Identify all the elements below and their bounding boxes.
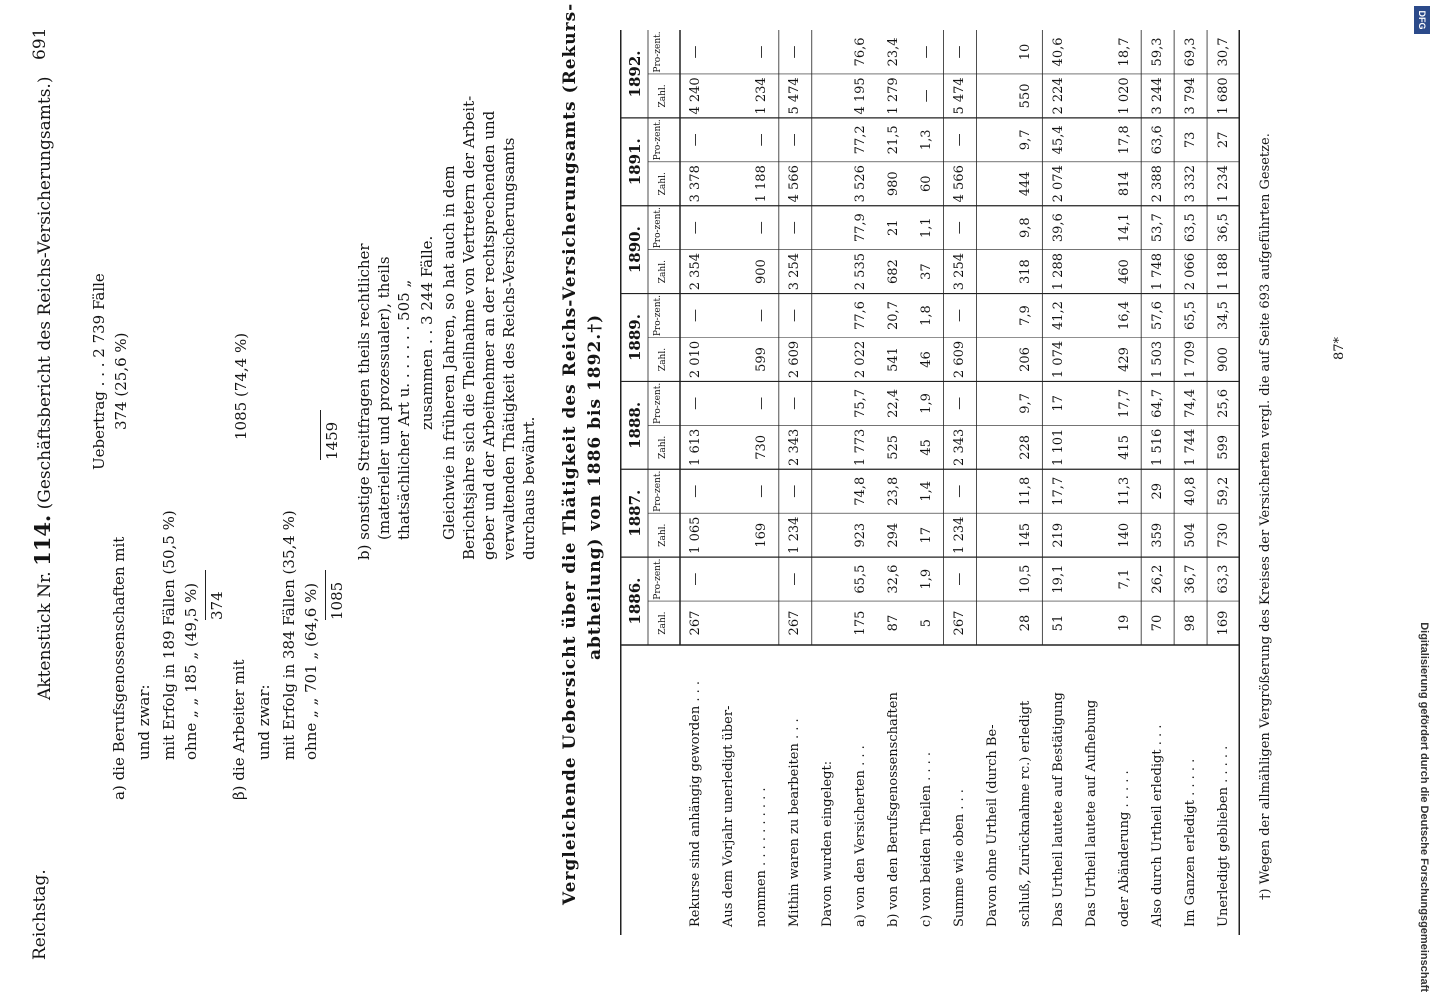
table-row-label: Unerledigt geblieben . . . . .: [1215, 745, 1231, 927]
table-cell: 3 378: [688, 165, 704, 203]
table-cell: —: [688, 309, 704, 323]
table-cell: 5: [919, 618, 935, 628]
table-cell: —: [688, 396, 704, 410]
table-cell: 2 224: [1050, 77, 1066, 115]
table-cell: 98: [1182, 614, 1198, 632]
table-cell: —: [754, 45, 770, 59]
table-cell: 2 066: [1182, 253, 1198, 291]
table-cell: 17,7: [1050, 476, 1066, 506]
table-cell: 4 195: [853, 77, 869, 115]
table-cell: 20,7: [886, 301, 902, 331]
table-cell: 1 188: [1215, 253, 1231, 291]
subheader-zahl: Zahl.: [658, 260, 668, 284]
table-cell: 21,5: [886, 125, 902, 155]
table-cell: 2 388: [1149, 165, 1165, 203]
subheader-prozent: Pro-zent.: [653, 31, 663, 73]
subheader-zahl: Zahl.: [658, 435, 668, 459]
table-cell: 19: [1116, 614, 1132, 632]
subheader-prozent: Pro-zent.: [653, 294, 663, 337]
table-cell: 34,5: [1215, 301, 1231, 331]
year-header: 1888.: [626, 401, 644, 449]
table-row-label: c) von beiden Theilen . . . .: [919, 751, 935, 927]
table-cell: 17: [1050, 395, 1066, 412]
table-cell: —: [688, 221, 704, 235]
comparison-table: [620, 30, 1240, 935]
table-row-label: nommen . . . . . . . . . .: [754, 787, 770, 927]
table-cell: 2 609: [787, 340, 803, 379]
table-cell: 1 234: [1215, 165, 1231, 203]
table-cell: —: [952, 309, 967, 323]
text-other-1: b) sonstige Streitfragen theils rechtlicher: [355, 243, 373, 560]
table-cell: 87: [886, 614, 902, 632]
table-cell: 1,9: [919, 568, 935, 590]
table-cell: 26,2: [1149, 564, 1165, 594]
table-cell: 1 188: [754, 165, 770, 203]
header-center: [30, 77, 55, 700]
table-cell: 1 773: [853, 428, 869, 466]
table-cell: 267: [787, 610, 803, 636]
table-row-label: Also durch Urtheil erledigt . . .: [1149, 724, 1165, 927]
table-cell: 23,4: [886, 37, 902, 67]
table-cell: 900: [1215, 347, 1231, 372]
table-cell: 3 254: [787, 253, 803, 291]
table-cell: 1 613: [688, 428, 704, 466]
table-cell: 10: [1017, 43, 1033, 61]
table-cell: —: [952, 45, 967, 59]
table-cell: 219: [1050, 522, 1066, 548]
table-cell: 1 279: [886, 77, 902, 115]
table-cell: 64,7: [1149, 388, 1165, 418]
table-cell: 57,6: [1149, 301, 1165, 331]
year-header: 1890.: [626, 226, 644, 274]
table-cell: —: [754, 396, 770, 410]
text-sum: 1459: [320, 410, 341, 460]
text-para-1: Gleichwie in früheren Jahren, so hat auch in dem: [440, 165, 458, 540]
table-cell: 9,7: [1017, 393, 1033, 414]
page-marker: 87*: [1332, 336, 1347, 360]
text-b-sub: und zwar:: [255, 684, 273, 760]
table-cell: 504: [1182, 522, 1198, 548]
table-cell: —: [688, 484, 704, 498]
table-row-label: Rekurse sind anhängig geworden . . .: [688, 680, 704, 927]
table-cell: 599: [1215, 434, 1231, 460]
table-cell: 46: [919, 351, 935, 368]
subheader-prozent: Pro-zent.: [653, 558, 663, 600]
table-row-label: Davon ohne Urtheil (durch Be-: [984, 724, 1000, 927]
table-cell: 2 074: [1050, 165, 1066, 203]
table-cell: 73: [1182, 131, 1198, 149]
table-cell: 17: [919, 526, 935, 544]
table-cell: 1 020: [1116, 77, 1132, 115]
year-header: 1887.: [626, 489, 644, 537]
table-cell: —: [787, 396, 803, 410]
table-cell: 444: [1017, 171, 1033, 197]
table-cell: 730: [754, 434, 770, 460]
table-cell: —: [754, 484, 770, 498]
table-title-line2: abtheilung) von 1886 bis 1892.†): [585, 313, 605, 660]
table-row-label: schluß, Zurücknahme rc.) erledigt: [1017, 700, 1033, 927]
table-cell: 11,3: [1116, 476, 1132, 506]
table-cell: 65,5: [853, 564, 869, 594]
table-cell: 41,2: [1050, 301, 1066, 331]
table-cell: 9,7: [1017, 129, 1033, 151]
header-number: 114.: [30, 514, 55, 566]
text-b-value: 1085 (74,4 %): [232, 332, 250, 440]
table-cell: 415: [1116, 434, 1132, 460]
table-cell: 3 332: [1182, 165, 1198, 203]
table-cell: 145: [1017, 522, 1033, 548]
table-cell: 1,3: [919, 129, 935, 151]
table-cell: 45,4: [1050, 125, 1066, 155]
table-cell: 5 474: [952, 77, 967, 115]
table-cell: 21: [886, 219, 902, 236]
table-cell: —: [952, 133, 967, 147]
table-cell: —: [919, 89, 935, 103]
table-cell: 2 354: [688, 253, 704, 291]
table-cell: —: [787, 133, 803, 147]
table-cell: 682: [886, 259, 902, 285]
table-row-label: Summe wie oben . . .: [952, 789, 967, 927]
text-uebertrag: Uebertrag . . . 2 739 Fälle: [90, 273, 108, 470]
table-cell: 65,5: [1182, 301, 1198, 331]
subheader-zahl: Zahl.: [658, 347, 668, 372]
table-cell: 19,1: [1050, 564, 1066, 594]
table-cell: 429: [1116, 347, 1132, 372]
text-para-5: durchaus bewährt.: [520, 416, 538, 560]
table-cell: 2 535: [853, 253, 869, 291]
table-cell: 3 794: [1182, 77, 1198, 115]
table-cell: 900: [754, 259, 770, 285]
dfg-credit-strip: [1415, 0, 1432, 1000]
table-cell: 3 526: [853, 165, 869, 203]
header-center-suffix: (Geschäftsbericht des Reichs-Versicherungsamts.): [35, 76, 55, 510]
text-zusammen: zusammen . . 3 244 Fälle.: [418, 235, 436, 430]
table-cell: 74,4: [1182, 388, 1198, 418]
text-b-row1: mit Erfolg in 384 Fällen (35,4 %): [280, 510, 298, 760]
text-b-total: 1085: [325, 570, 346, 620]
table-cell: 63,5: [1182, 213, 1198, 243]
table-cell: —: [754, 221, 770, 235]
table-cell: 206: [1017, 347, 1033, 372]
table-cell: 228: [1017, 434, 1033, 460]
table-cell: 460: [1116, 259, 1132, 285]
table-cell: 4 566: [952, 165, 967, 203]
table-cell: 7,9: [1017, 305, 1033, 326]
subheader-prozent: Pro-zent.: [653, 470, 663, 512]
table-cell: 1,8: [919, 305, 935, 326]
table-cell: 730: [1215, 522, 1231, 548]
text-a-row1: mit Erfolg in 189 Fällen (50,5 %): [160, 510, 178, 760]
table-cell: 2 343: [952, 428, 967, 466]
table-cell: 40,8: [1182, 476, 1198, 506]
table-cell: 359: [1149, 522, 1165, 548]
table-cell: 1,1: [919, 217, 935, 239]
table-cell: 1,9: [919, 393, 935, 414]
table-cell: 169: [1215, 610, 1231, 636]
table-cell: 59,3: [1149, 37, 1165, 67]
table-cell: 30,7: [1215, 37, 1231, 67]
table-cell: —: [787, 221, 803, 235]
subheader-prozent: Pro-zent.: [653, 207, 663, 249]
year-header: 1892.: [626, 50, 644, 98]
table-cell: 318: [1017, 259, 1033, 285]
table-cell: 814: [1116, 171, 1132, 197]
table-cell: 2 609: [952, 340, 967, 379]
table-cell: 10,5: [1017, 564, 1033, 594]
table-cell: 294: [886, 522, 902, 548]
table-cell: 28: [1017, 614, 1033, 632]
dfg-credit-text: Digitalisierung gefördert durch die Deutsche Forschungsgemeinschaft: [1418, 622, 1430, 992]
table-cell: —: [952, 221, 967, 235]
table-row-label: oder Abänderung . . . . .: [1116, 770, 1132, 927]
table-row-label: a) von den Versicherten . . .: [853, 745, 869, 927]
table-cell: 32,6: [886, 564, 902, 594]
table-cell: 63,6: [1149, 125, 1165, 155]
table-cell: 980: [886, 171, 902, 197]
table-cell: 1 288: [1050, 253, 1066, 291]
text-other-3: thatsächlicher Art u. . . . . . . 505 „: [395, 279, 413, 540]
table-cell: —: [754, 133, 770, 147]
table-cell: 74,8: [853, 476, 869, 506]
table-row-label: b) von den Berufsgenossenschaften: [886, 692, 902, 927]
year-header: 1886.: [626, 577, 644, 625]
table-cell: 36,5: [1215, 213, 1231, 243]
table-cell: 39,6: [1050, 213, 1066, 243]
table-cell: 5 474: [787, 77, 803, 115]
subheader-zahl: Zahl.: [658, 84, 668, 108]
table-cell: 2 343: [787, 428, 803, 466]
table-cell: 53,7: [1149, 213, 1165, 243]
table-cell: —: [952, 396, 967, 410]
table-cell: 11,8: [1017, 476, 1033, 506]
subheader-zahl: Zahl.: [658, 611, 668, 635]
table-cell: —: [787, 45, 803, 59]
table-row-label: Davon wurden eingelegt:: [820, 760, 836, 927]
table-cell: 1 503: [1149, 340, 1165, 379]
table-row-label: Im Ganzen erledigt . . . . .: [1182, 758, 1198, 927]
table-cell: 63,3: [1215, 564, 1231, 594]
table-cell: 7,1: [1116, 568, 1132, 590]
text-a-total: 374: [205, 570, 226, 620]
table-cell: 36,7: [1182, 564, 1198, 594]
table-cell: 29: [1149, 482, 1165, 500]
table-cell: —: [919, 45, 935, 59]
table-cell: 267: [952, 610, 967, 636]
text-para-4: verwaltenden Thätigkeit des Reichs-Versicherungsamts: [500, 137, 518, 560]
table-cell: 923: [853, 522, 869, 548]
header-center-prefix: Aktenstück Nr.: [35, 571, 55, 700]
table-cell: 70: [1149, 614, 1165, 632]
subheader-zahl: Zahl.: [658, 172, 668, 196]
table-row-label: Aus dem Vorjahr unerledigt über-: [721, 705, 737, 927]
table-cell: —: [688, 45, 704, 59]
table-cell: 1 680: [1215, 77, 1231, 115]
table-cell: 1 101: [1050, 428, 1066, 466]
table-cell: 9,8: [1017, 217, 1033, 239]
table-cell: 1 516: [1149, 428, 1165, 466]
text-a-sub: und zwar:: [135, 684, 153, 760]
table-cell: 1 234: [952, 516, 967, 554]
table-row-label: Mithin waren zu bearbeiten . . .: [787, 718, 803, 927]
table-row-label: Das Urtheil lautete auf Aufhebung: [1083, 699, 1099, 927]
subheader-prozent: Pro-zent.: [653, 119, 663, 161]
table-cell: —: [688, 133, 704, 147]
table-cell: 69,3: [1182, 37, 1198, 67]
table-cell: 169: [754, 522, 770, 548]
table-cell: —: [787, 572, 803, 586]
table-cell: 27: [1215, 131, 1231, 149]
table-cell: —: [754, 309, 770, 323]
table-cell: 1 709: [1182, 340, 1198, 379]
text-b-line: β) die Arbeiter mit: [230, 659, 248, 800]
table-cell: —: [787, 309, 803, 323]
table-cell: 175: [853, 610, 869, 636]
subheader-zahl: Zahl.: [658, 523, 668, 547]
table-cell: —: [787, 484, 803, 498]
table-cell: 2 010: [688, 340, 704, 379]
table-title-line1: Vergleichende Uebersicht über die Thätigkeit des Reichs-Versicherungsamts (Rekurs-: [560, 2, 580, 905]
table-cell: 77,6: [853, 301, 869, 331]
table-cell: 77,9: [853, 213, 869, 243]
text-b-row2: ohne „ „ 701 „ (64,6 %): [302, 582, 320, 760]
table-cell: 25,6: [1215, 388, 1231, 418]
table-cell: 14,1: [1116, 213, 1132, 243]
table-cell: 1 234: [787, 516, 803, 554]
table-cell: 525: [886, 434, 902, 460]
header-left: Reichstag.: [30, 869, 50, 960]
table-cell: 23,8: [886, 476, 902, 506]
table-cell: 4 566: [787, 165, 803, 203]
subheader-prozent: Pro-zent.: [653, 382, 663, 424]
table-cell: 18,7: [1116, 37, 1132, 67]
table-cell: 267: [688, 610, 704, 636]
table-cell: 1 744: [1182, 428, 1198, 466]
text-other-2: (materieller und prozessualer), theils: [375, 256, 393, 540]
text-para-3: geber und der Arbeitnehmer an der rechtsprechenden und: [480, 110, 498, 560]
table-cell: 22,4: [886, 388, 902, 418]
table-cell: 1 074: [1050, 340, 1066, 379]
table-cell: —: [688, 572, 704, 586]
page-number: 691: [30, 27, 50, 60]
table-cell: 2 022: [853, 340, 869, 379]
table-cell: 1 065: [688, 516, 704, 554]
table-row-label: Das Urtheil lautete auf Bestätigung: [1050, 692, 1066, 927]
table-cell: 140: [1116, 522, 1132, 548]
year-header: 1891.: [626, 138, 644, 186]
table-cell: 17,8: [1116, 125, 1132, 155]
table-cell: 3 254: [952, 253, 967, 291]
text-a-line: a) die Berufsgenossenschaften mit: [110, 536, 128, 800]
table-cell: 1,4: [919, 480, 935, 502]
dfg-logo-text: DFG: [1417, 10, 1427, 30]
table-cell: 75,7: [853, 388, 869, 418]
table-cell: 17,7: [1116, 388, 1132, 418]
dfg-logo: [1414, 6, 1430, 34]
table-cell: 3 244: [1149, 77, 1165, 115]
table-cell: 51: [1050, 614, 1066, 632]
table-cell: 77,2: [853, 125, 869, 155]
text-a-value: 374 (25,6 %): [112, 332, 130, 430]
text-a-row2: ohne „ „ 185 „ (49,5 %): [182, 582, 200, 760]
table-cell: 16,4: [1116, 301, 1132, 331]
table-cell: 40,6: [1050, 37, 1066, 67]
table-cell: 60: [919, 175, 935, 193]
table-cell: 37: [919, 263, 935, 280]
year-header: 1889.: [626, 314, 644, 362]
table-cell: 550: [1017, 83, 1033, 109]
table-cell: 59,2: [1215, 476, 1231, 506]
table-cell: 599: [754, 347, 770, 372]
table-cell: 1 234: [754, 77, 770, 115]
table-cell: 4 240: [688, 77, 704, 115]
footnote: †) Wegen der allmähligen Vergrößerung des Kreises der Versicherten vergl. die auf Seite 693 aufgeführten Gesetze.: [1258, 133, 1273, 900]
table-cell: —: [952, 572, 967, 586]
table-cell: 1 748: [1149, 253, 1165, 291]
table-cell: —: [952, 484, 967, 498]
table-cell: 76,6: [853, 37, 869, 67]
table-cell: 541: [886, 347, 902, 372]
table-cell: 45: [919, 439, 935, 456]
text-para-2: Berichtsjahre sich die Theilnahme von Vertretern der Arbeit-: [460, 95, 478, 560]
